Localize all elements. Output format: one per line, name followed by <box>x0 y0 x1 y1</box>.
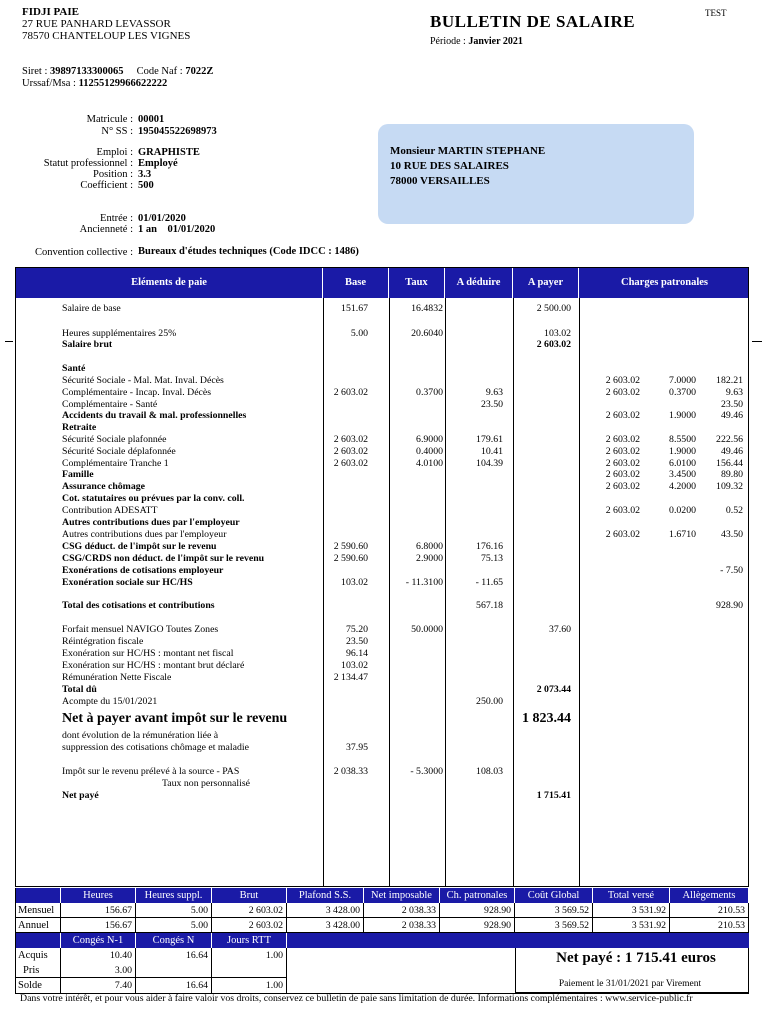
cell-pay: 2 603.02 <box>536 339 571 350</box>
table-row <box>16 684 748 696</box>
conges-cell: 10.40 <box>61 948 136 963</box>
table-row <box>16 469 748 481</box>
cell-pm: 9.63 <box>725 387 743 398</box>
siret-value: 39897133300065 <box>50 66 124 77</box>
cell-ded: 179.61 <box>476 434 503 445</box>
cell-base: 75.20 <box>345 624 368 635</box>
urssaf-value: 11255129966622222 <box>78 78 168 89</box>
summary-header: Allègements <box>670 888 749 903</box>
table-row <box>16 600 748 612</box>
cell-pay: 1 823.44 <box>522 711 571 726</box>
recipient-name: Monsieur MARTIN STEPHANE <box>390 145 546 157</box>
company-ids <box>22 66 213 90</box>
conges-header-band <box>515 933 749 948</box>
cell-base: 2 603.02 <box>333 446 368 457</box>
cell-pm: 222.56 <box>716 434 743 445</box>
cell-taux: 6.8000 <box>416 541 443 552</box>
table-row <box>16 577 748 589</box>
table-row <box>16 517 748 529</box>
cell-label: Total dû <box>62 684 97 695</box>
cell-base: 2 603.02 <box>333 387 368 398</box>
cell-pb: 2 603.02 <box>605 469 640 480</box>
cell-pay: 2 073.44 <box>536 684 571 695</box>
table-row <box>16 363 748 375</box>
cell-ded: 23.50 <box>480 399 503 410</box>
conges-header-band <box>287 933 515 948</box>
table-row <box>16 529 748 541</box>
cell-pay: 103.02 <box>544 328 571 339</box>
conges-cell: 3.00 <box>61 963 136 978</box>
summary-cell: 2 038.33 <box>364 903 440 918</box>
cell-label: CSG/CRDS non déduct. de l'impôt sur le revenu <box>62 553 265 564</box>
cell-label: Sécurité Sociale - Mal. Mat. Inval. Décès <box>62 375 224 386</box>
table-row <box>16 303 748 315</box>
ss-label: N° SS : <box>101 126 133 137</box>
summary-cell: 156.67 <box>61 903 136 918</box>
net-paye-total: Net payé : 1 715.41 euros <box>556 950 716 966</box>
cell-taux: 0.3700 <box>416 387 443 398</box>
conges-cell <box>212 963 287 978</box>
cell-pm: 43.50 <box>720 529 743 540</box>
table-row <box>16 730 748 742</box>
table-row <box>16 672 748 684</box>
period <box>430 36 523 47</box>
table-row <box>16 660 748 672</box>
cell-base: 5.00 <box>350 328 368 339</box>
cell-taux: 16.4832 <box>411 303 443 314</box>
solde-label: Solde <box>15 978 61 993</box>
cell-taux: 6.9000 <box>416 434 443 445</box>
payment-info: Paiement le 31/01/2021 par Virement <box>558 979 702 989</box>
cell-label: Complémentaire - Santé <box>62 399 158 410</box>
naf-label: Code Naf : <box>136 66 186 77</box>
cell-ded: 250.00 <box>476 696 503 707</box>
statut-value: Employé <box>138 158 178 169</box>
recipient-city: 78000 VERSAILLES <box>390 175 490 187</box>
cell-pb: 2 603.02 <box>605 481 640 492</box>
matricule-value: 00001 <box>138 114 165 125</box>
table-row <box>16 790 748 802</box>
document-title: BULLETIN DE SALAIRE <box>430 12 636 31</box>
table-row <box>16 493 748 505</box>
summary-header: Brut <box>212 888 287 903</box>
cell-pt: 1.9000 <box>669 446 696 457</box>
conges-header: Congés N <box>136 933 212 948</box>
footer-note: Dans votre intérêt, et pour vous aider à faire valoir vos droits, conservez ce bulletin de paie sans limitation de durée. Informations complémentaires : www.service-public.fr <box>20 993 693 1004</box>
table-row <box>16 434 748 446</box>
cell-pb: 2 603.02 <box>605 434 640 445</box>
cell-base: 103.02 <box>341 577 368 588</box>
urssaf-label: Urssaf/Msa : <box>22 78 79 89</box>
cell-pt: 8.5500 <box>669 434 696 445</box>
cell-pb: 2 603.02 <box>605 410 640 421</box>
summary-cell: 156.67 <box>61 918 136 933</box>
test-mark: TEST <box>705 8 727 18</box>
payslip-table <box>15 267 749 887</box>
cell-pm: 182.21 <box>716 375 743 386</box>
company-street: 27 RUE PANHARD LEVASSOR <box>22 18 171 30</box>
statut-label: Statut professionnel : <box>43 158 133 169</box>
cell-taux: 20.6040 <box>411 328 443 339</box>
emploi-value: GRAPHISTE <box>138 147 200 158</box>
table-row <box>16 711 748 728</box>
cell-pt: 1.9000 <box>669 410 696 421</box>
summary-cell: 928.90 <box>440 903 515 918</box>
cell-ded: 10.41 <box>480 446 503 457</box>
col-base: Base <box>323 268 389 298</box>
cell-label: Sécurité Sociale déplafonnée <box>62 446 176 457</box>
summary-cell: 5.00 <box>136 918 212 933</box>
cell-pb: 2 603.02 <box>605 375 640 386</box>
cell-ded: 567.18 <box>476 600 503 611</box>
summary-left-line <box>15 888 16 993</box>
summary-cell: 928.90 <box>440 918 515 933</box>
emploi-label: Emploi : <box>96 147 133 158</box>
entree-value: 01/01/2020 <box>138 213 186 224</box>
cell-label: Accidents du travail & mal. professionnelles <box>62 410 247 421</box>
cell-pt: 0.3700 <box>669 387 696 398</box>
cell-label: Salaire de base <box>62 303 121 314</box>
cell-label: Assurance chômage <box>62 481 145 492</box>
pris-label: Pris <box>15 963 61 978</box>
summary-header: Ch. patronales <box>440 888 515 903</box>
cell-pm: 109.32 <box>716 481 743 492</box>
col-payer: A payer <box>513 268 579 298</box>
annuel-label: Annuel <box>15 918 61 933</box>
cell-pm: 156.44 <box>716 458 743 469</box>
cell-label: Contribution ADESATT <box>62 505 158 516</box>
ss-value: 195045522698973 <box>138 126 217 137</box>
siret-label: Siret : <box>22 66 50 77</box>
period-value: Janvier 2021 <box>468 36 523 47</box>
cell-pt: 0.0200 <box>669 505 696 516</box>
cell-label: Réintégration fiscale <box>62 636 144 647</box>
cell-label: Cot. statutaires ou prévues par la conv. coll. <box>62 493 245 504</box>
conges-cell: 7.40 <box>61 978 136 993</box>
table-row <box>16 505 748 517</box>
cell-pm: 928.90 <box>716 600 743 611</box>
company-block <box>22 6 190 42</box>
cell-pay: 1 715.41 <box>536 790 571 801</box>
period-label: Période : <box>430 36 469 47</box>
summary-cell: 2 603.02 <box>212 903 287 918</box>
cell-label: Salaire brut <box>62 339 113 350</box>
cell-label: Santé <box>62 363 86 374</box>
cell-taux: 50.0000 <box>411 624 443 635</box>
naf-value: 7022Z <box>185 66 214 77</box>
fold-mark <box>752 341 762 342</box>
cell-label: Complémentaire - Incap. Inval. Décès <box>62 387 212 398</box>
coef-value: 500 <box>138 180 154 191</box>
cell-base: 2 590.60 <box>333 541 368 552</box>
cell-label: Impôt sur le revenu prélevé à la source - PAS <box>62 766 240 777</box>
cell-label: Net payé <box>62 790 99 801</box>
cell-taux: 0.4000 <box>416 446 443 457</box>
summary-cell: 3 428.00 <box>287 918 364 933</box>
convention-value: Bureaux d'études techniques (Code IDCC : 1486) <box>138 246 359 257</box>
cell-label: Taux non personnalisé <box>162 778 251 789</box>
cell-base: 96.14 <box>345 648 368 659</box>
cell-pm: 0.52 <box>725 505 743 516</box>
conges-header: Jours RTT <box>212 933 287 948</box>
cell-label: Autres contributions dues par l'employeur <box>62 529 227 540</box>
cell-base: 103.02 <box>341 660 368 671</box>
table-row <box>16 742 748 754</box>
cell-label: Exonérations de cotisations employeur <box>62 565 224 576</box>
cell-pb: 2 603.02 <box>605 529 640 540</box>
cell-base: 2 038.33 <box>333 766 368 777</box>
summary-header-band <box>15 888 61 903</box>
anciennete-label: Ancienneté : <box>79 224 133 235</box>
cell-pb: 2 603.02 <box>605 505 640 516</box>
cell-label: Heures supplémentaires 25% <box>62 328 177 339</box>
summary-cell: 2 038.33 <box>364 918 440 933</box>
cell-pt: 6.0100 <box>669 458 696 469</box>
cell-ded: - 11.65 <box>475 577 503 588</box>
conges-header-band <box>15 933 61 948</box>
cell-label: Autres contributions dues par l'employeur <box>62 517 240 528</box>
cell-pm: 49.46 <box>720 410 743 421</box>
cell-pb: 2 603.02 <box>605 446 640 457</box>
cell-pt: 7.0000 <box>669 375 696 386</box>
cell-ded: 75.13 <box>480 553 503 564</box>
acquis-label: Acquis <box>15 948 61 963</box>
conges-cell: 16.64 <box>136 948 212 963</box>
mensuel-label: Mensuel <box>15 903 61 918</box>
conges-header: Congés N-1 <box>61 933 136 948</box>
table-row <box>16 422 748 434</box>
cell-pay: 2 500.00 <box>536 303 571 314</box>
table-row <box>16 696 748 708</box>
table-row <box>16 410 748 422</box>
cell-ded: 104.39 <box>476 458 503 469</box>
summary-cell: 210.53 <box>670 918 749 933</box>
table-header <box>16 268 748 298</box>
cell-pm: 23.50 <box>720 399 743 410</box>
cell-base: 2 603.02 <box>333 434 368 445</box>
cell-label: CSG déduct. de l'impôt sur le revenu <box>62 541 217 552</box>
cell-base: 2 603.02 <box>333 458 368 469</box>
cell-label: Famille <box>62 469 94 480</box>
cell-label: Complémentaire Tranche 1 <box>62 458 169 469</box>
cell-pt: 3.4500 <box>669 469 696 480</box>
cell-label: Exonération sur HC/HS : montant net fiscal <box>62 648 234 659</box>
cell-taux: - 11.3100 <box>405 577 443 588</box>
table-row <box>16 565 748 577</box>
cell-label: Exonération sociale sur HC/HS <box>62 577 193 588</box>
cell-taux: - 5.3000 <box>410 766 443 777</box>
summary-cell: 3 531.92 <box>593 918 670 933</box>
position-label: Position : <box>93 169 133 180</box>
conges-cell: 1.00 <box>212 948 287 963</box>
table-row <box>16 387 748 399</box>
table-row <box>16 481 748 493</box>
table-row <box>16 553 748 565</box>
summary-header: Coût Global <box>515 888 593 903</box>
conges-cell <box>136 963 212 978</box>
table-row <box>16 446 748 458</box>
cell-pb: 2 603.02 <box>605 387 640 398</box>
cell-base: 2 590.60 <box>333 553 368 564</box>
convention-label: Convention collective : <box>35 247 133 258</box>
cell-label: Sécurité Sociale plafonnée <box>62 434 167 445</box>
col-deduire: A déduire <box>445 268 513 298</box>
cell-label: Rémunération Nette Fiscale <box>62 672 172 683</box>
cell-label: Retraite <box>62 422 97 433</box>
summary-cell: 210.53 <box>670 903 749 918</box>
table-row <box>16 766 748 778</box>
col-taux: Taux <box>389 268 445 298</box>
cell-base: 151.67 <box>341 303 368 314</box>
cell-base: 23.50 <box>345 636 368 647</box>
cell-label: Forfait mensuel NAVIGO Toutes Zones <box>62 624 219 635</box>
cell-ded: 176.16 <box>476 541 503 552</box>
summary-cell: 2 603.02 <box>212 918 287 933</box>
cell-pm: 49.46 <box>720 446 743 457</box>
cell-label: dont évolution de la rémunération liée à <box>62 730 219 741</box>
cell-taux: 4.0100 <box>416 458 443 469</box>
cell-ded: 9.63 <box>485 387 503 398</box>
anciennete-value: 1 an 01/01/2020 <box>138 224 216 235</box>
summary-cell: 3 569.52 <box>515 903 593 918</box>
cell-label: Net à payer avant impôt sur le revenu <box>62 711 288 726</box>
summary-header: Total versé <box>593 888 670 903</box>
table-row <box>16 375 748 387</box>
entree-label: Entrée : <box>100 213 133 224</box>
cell-base: 2 134.47 <box>333 672 368 683</box>
table-row <box>16 624 748 636</box>
summary-cell: 3 569.52 <box>515 918 593 933</box>
cell-label: Total des cotisations et contributions <box>62 600 215 611</box>
summary-header: Net imposable <box>364 888 440 903</box>
cell-pay: 37.60 <box>548 624 571 635</box>
summary-header: Heures <box>61 888 136 903</box>
cell-pt: 4.2000 <box>669 481 696 492</box>
recipient-street: 10 RUE DES SALAIRES <box>390 160 509 172</box>
cell-pt: 1.6710 <box>669 529 696 540</box>
summary-header: Plafond S.S. <box>287 888 364 903</box>
recipient-address <box>378 124 694 224</box>
cell-base: 37.95 <box>345 742 368 753</box>
cell-label: suppression des cotisations chômage et maladie <box>62 742 249 753</box>
cell-label: Acompte du 15/01/2021 <box>62 696 158 707</box>
conges-cell: 16.64 <box>136 978 212 993</box>
conges-cell: 1.00 <box>212 978 287 993</box>
position-value: 3.3 <box>138 169 152 180</box>
col-charges: Charges patronales <box>620 277 708 288</box>
table-row <box>16 778 748 790</box>
table-row <box>16 339 748 351</box>
company-name: FIDJI PAIE <box>22 6 79 18</box>
col-elements: Eléments de paie <box>16 268 323 298</box>
summary-header: Heures suppl. <box>136 888 212 903</box>
cell-pb: 2 603.02 <box>605 458 640 469</box>
cell-label: Exonération sur HC/HS : montant brut déclaré <box>62 660 245 671</box>
cell-ded: 108.03 <box>476 766 503 777</box>
coef-label: Coefficient : <box>80 180 133 191</box>
summary-cell: 3 428.00 <box>287 903 364 918</box>
table-row <box>16 648 748 660</box>
summary-cell: 5.00 <box>136 903 212 918</box>
fold-mark <box>5 341 13 342</box>
summary-cell: 3 531.92 <box>593 903 670 918</box>
cell-pm: - 7.50 <box>720 565 743 576</box>
cell-pm: 89.80 <box>720 469 743 480</box>
table-row <box>16 636 748 648</box>
company-city: 78570 CHANTELOUP LES VIGNES <box>22 30 191 42</box>
matricule-label: Matricule : <box>86 114 133 125</box>
table-row <box>16 541 748 553</box>
cell-taux: 2.9000 <box>416 553 443 564</box>
